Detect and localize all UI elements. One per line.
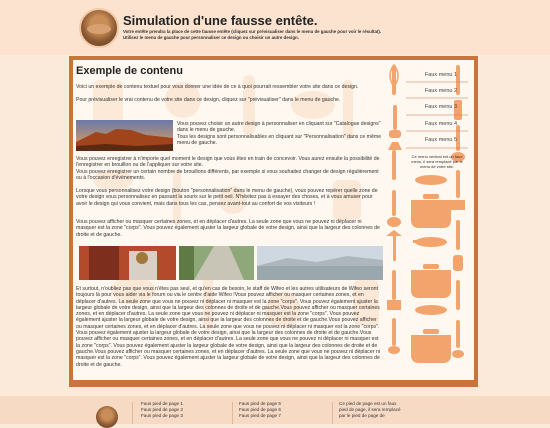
footer-column-2 [239,401,281,419]
footer-note-line: pied de page, il sera remplacé [339,407,401,412]
content-area [73,60,474,380]
paragraph-6: Vous pouvez enregistrer un certain nombre de brouillons différents, par exemple si vous souhaitez changer de design régulièrement ou à l'occasion d'évènements. [76,169,379,182]
paragraph-2: Pour prévisualiser le vrai contenu de votre site dans ce design, cliquez sur "prévisualiser" dans le menu de gauche. [76,97,341,103]
footer-link[interactable]: Faus pied de page 2 [141,407,183,412]
dish-icon [87,24,111,34]
landscape-photo [257,246,383,280]
footer-note-line: Ce pied de page est un faux [339,401,397,406]
site-header [0,0,550,55]
stone-path-photo [179,246,254,280]
paragraph-1: Voici un exemple de contenu textuel pour vous donner une idée de ce à quoi pourrait ressembler votre site dans ce design. [76,84,359,90]
footer-link[interactable]: Faus pied de page 6 [239,407,281,412]
menu-item-3[interactable]: Faux menu 3 [424,104,458,110]
footer-link[interactable]: Faus pied de page 5 [239,401,281,406]
footer-divider [132,402,133,424]
people-photo [79,246,176,280]
text-content [73,60,386,380]
footer-link[interactable]: Faus pied de page 7 [239,413,281,418]
menu-item-5[interactable]: Faux menu 5 [424,137,458,143]
paragraph-5: Vous pouvez enregistrer à n'importe quel moment le design que vous êtes en train de concevoir. Vous aurez ensuite la possibilité de l'enregistrer en brouillon ou de l'appliquer sur votre site. [76,156,380,169]
footer-column-1 [141,401,183,419]
footer-divider [332,402,333,424]
site-logo[interactable] [79,8,119,48]
menu-item-1[interactable]: Faux menu 1 [424,72,458,78]
desert-image [76,120,173,151]
menu-item-4[interactable]: Faux menu 4 [424,121,458,127]
footer-divider [232,402,233,424]
subtitle-line-2: Utilisez le menu de gauche pour personnaliser ce design ou choisir un autre design. [123,35,299,40]
desert-photo [76,120,173,151]
paragraph-9: Et surtout, n'oubliez pas que vous n'êtes pas seul, et qu'en cas de besoin, le staff de Wifeo et les autres utilisateurs de Wifeo seront toujours là pour vous aider via le forum ou via le centre d'aide Wifeo !Vous pouvez afficher ou masquer certaines zones, et en déplacer d'autres. La seule zone que vous ne pouvez ni déplacer ni masquer est la zone "corps". Vous pouvez également ajuster la largeur globale de votre design, ainsi que la largeur des colonnes de droite et de gauche.Vous pouvez afficher ou masquer certaines zones, et en déplacer d'autres. La seule zone que vous ne pouvez ni déplacer ni masquer est la zone "corps". Vous pouvez également ajuster la largeur globale de votre design, ainsi que la largeur des colonnes de droite et de gauche.Vous pouvez afficher ou masquer certaines zones, et en déplacer d'autres. La seule zone que vous ne pouvez ni déplacer ni masquer est la zone "corps". Vous pouvez également ajuster la largeur globale de votre design, ainsi que la largeur des colonnes de droite et de gauche.Vous pouvez afficher ou masquer certaines zones, et en déplacer d'autres. La seule zone que vous ne pouvez ni déplacer ni masquer est la zone "corps". Vous pouvez également ajuster la largeur globale de votre design, ainsi que la largeur des colonnes de droite et de gauche.Vous pouvez afficher ou masquer certaines zones, et en déplacer d'autres. La seule zone que vous ne pouvez ni déplacer ni masquer est la zone "corps". Vous pouvez également ajuster la largeur globale de votre design, ainsi que la largeur des colonnes de droite et de gauche. [76,286,380,368]
paragraph-7: Lorsque vous personnalisez votre design (bouton "personnalisation" dans le menu de gauche), vous pouvez repérer quelle zone de votre design vous personnalisez en passant la souris sur le petit oeil. N'hésitez pas à essayer des choses, et à vous amuser pour avoir le design qui vous convient, mais dans tous les cas, pensez avant-tout au confort de vos visiteurs ! [76,188,378,207]
photo-2 [179,246,254,280]
photo-1 [79,246,176,280]
menu-note: Ce menu vertical est un faux menu, il sera remplacé par le menu de votre site. [411,154,463,169]
footer-link[interactable]: Faus pied de page 3 [141,413,183,418]
paragraph-8: Vous pouvez afficher ou masquer certaines zones, et en déplacer d'autres. La seule zone que vous ne pouvez ni déplacer ni masquer est la zone "corps". Vous pouvez également ajuster la largeur globale de votre design, ainsi que la largeur des colonnes de droite et de gauche. [76,219,380,238]
paragraph-3: Vous pouvez choisir un autre design à personnaliser en cliquant sur "Catalogue designs" dans le menu de gauche. [177,121,381,134]
footer-note [339,401,401,419]
menu-item-2[interactable]: Faux menu 2 [424,88,458,94]
site-title: Simulation d'une fausse entête. [123,13,318,28]
content-heading: Exemple de contenu [76,65,183,77]
photo-3 [257,246,383,280]
site-subtitle [123,29,423,41]
paragraph-4: Tous les designs sont personnalisables en cliquant sur "Personnalisation" dans ce même menu de gauche. [177,134,382,147]
subtitle-line-1: Votre entête prendra la place de cette fausse entête (cliquez sur prévisualiser dans le menu de gauche pour voir le résultat). [123,29,382,34]
footer-link[interactable]: Faus pied de page 1 [141,401,183,406]
site-footer [0,396,550,424]
main-frame [69,56,478,387]
footer-note-line: par le pied de page de [339,413,385,418]
footer-logo [96,406,118,428]
